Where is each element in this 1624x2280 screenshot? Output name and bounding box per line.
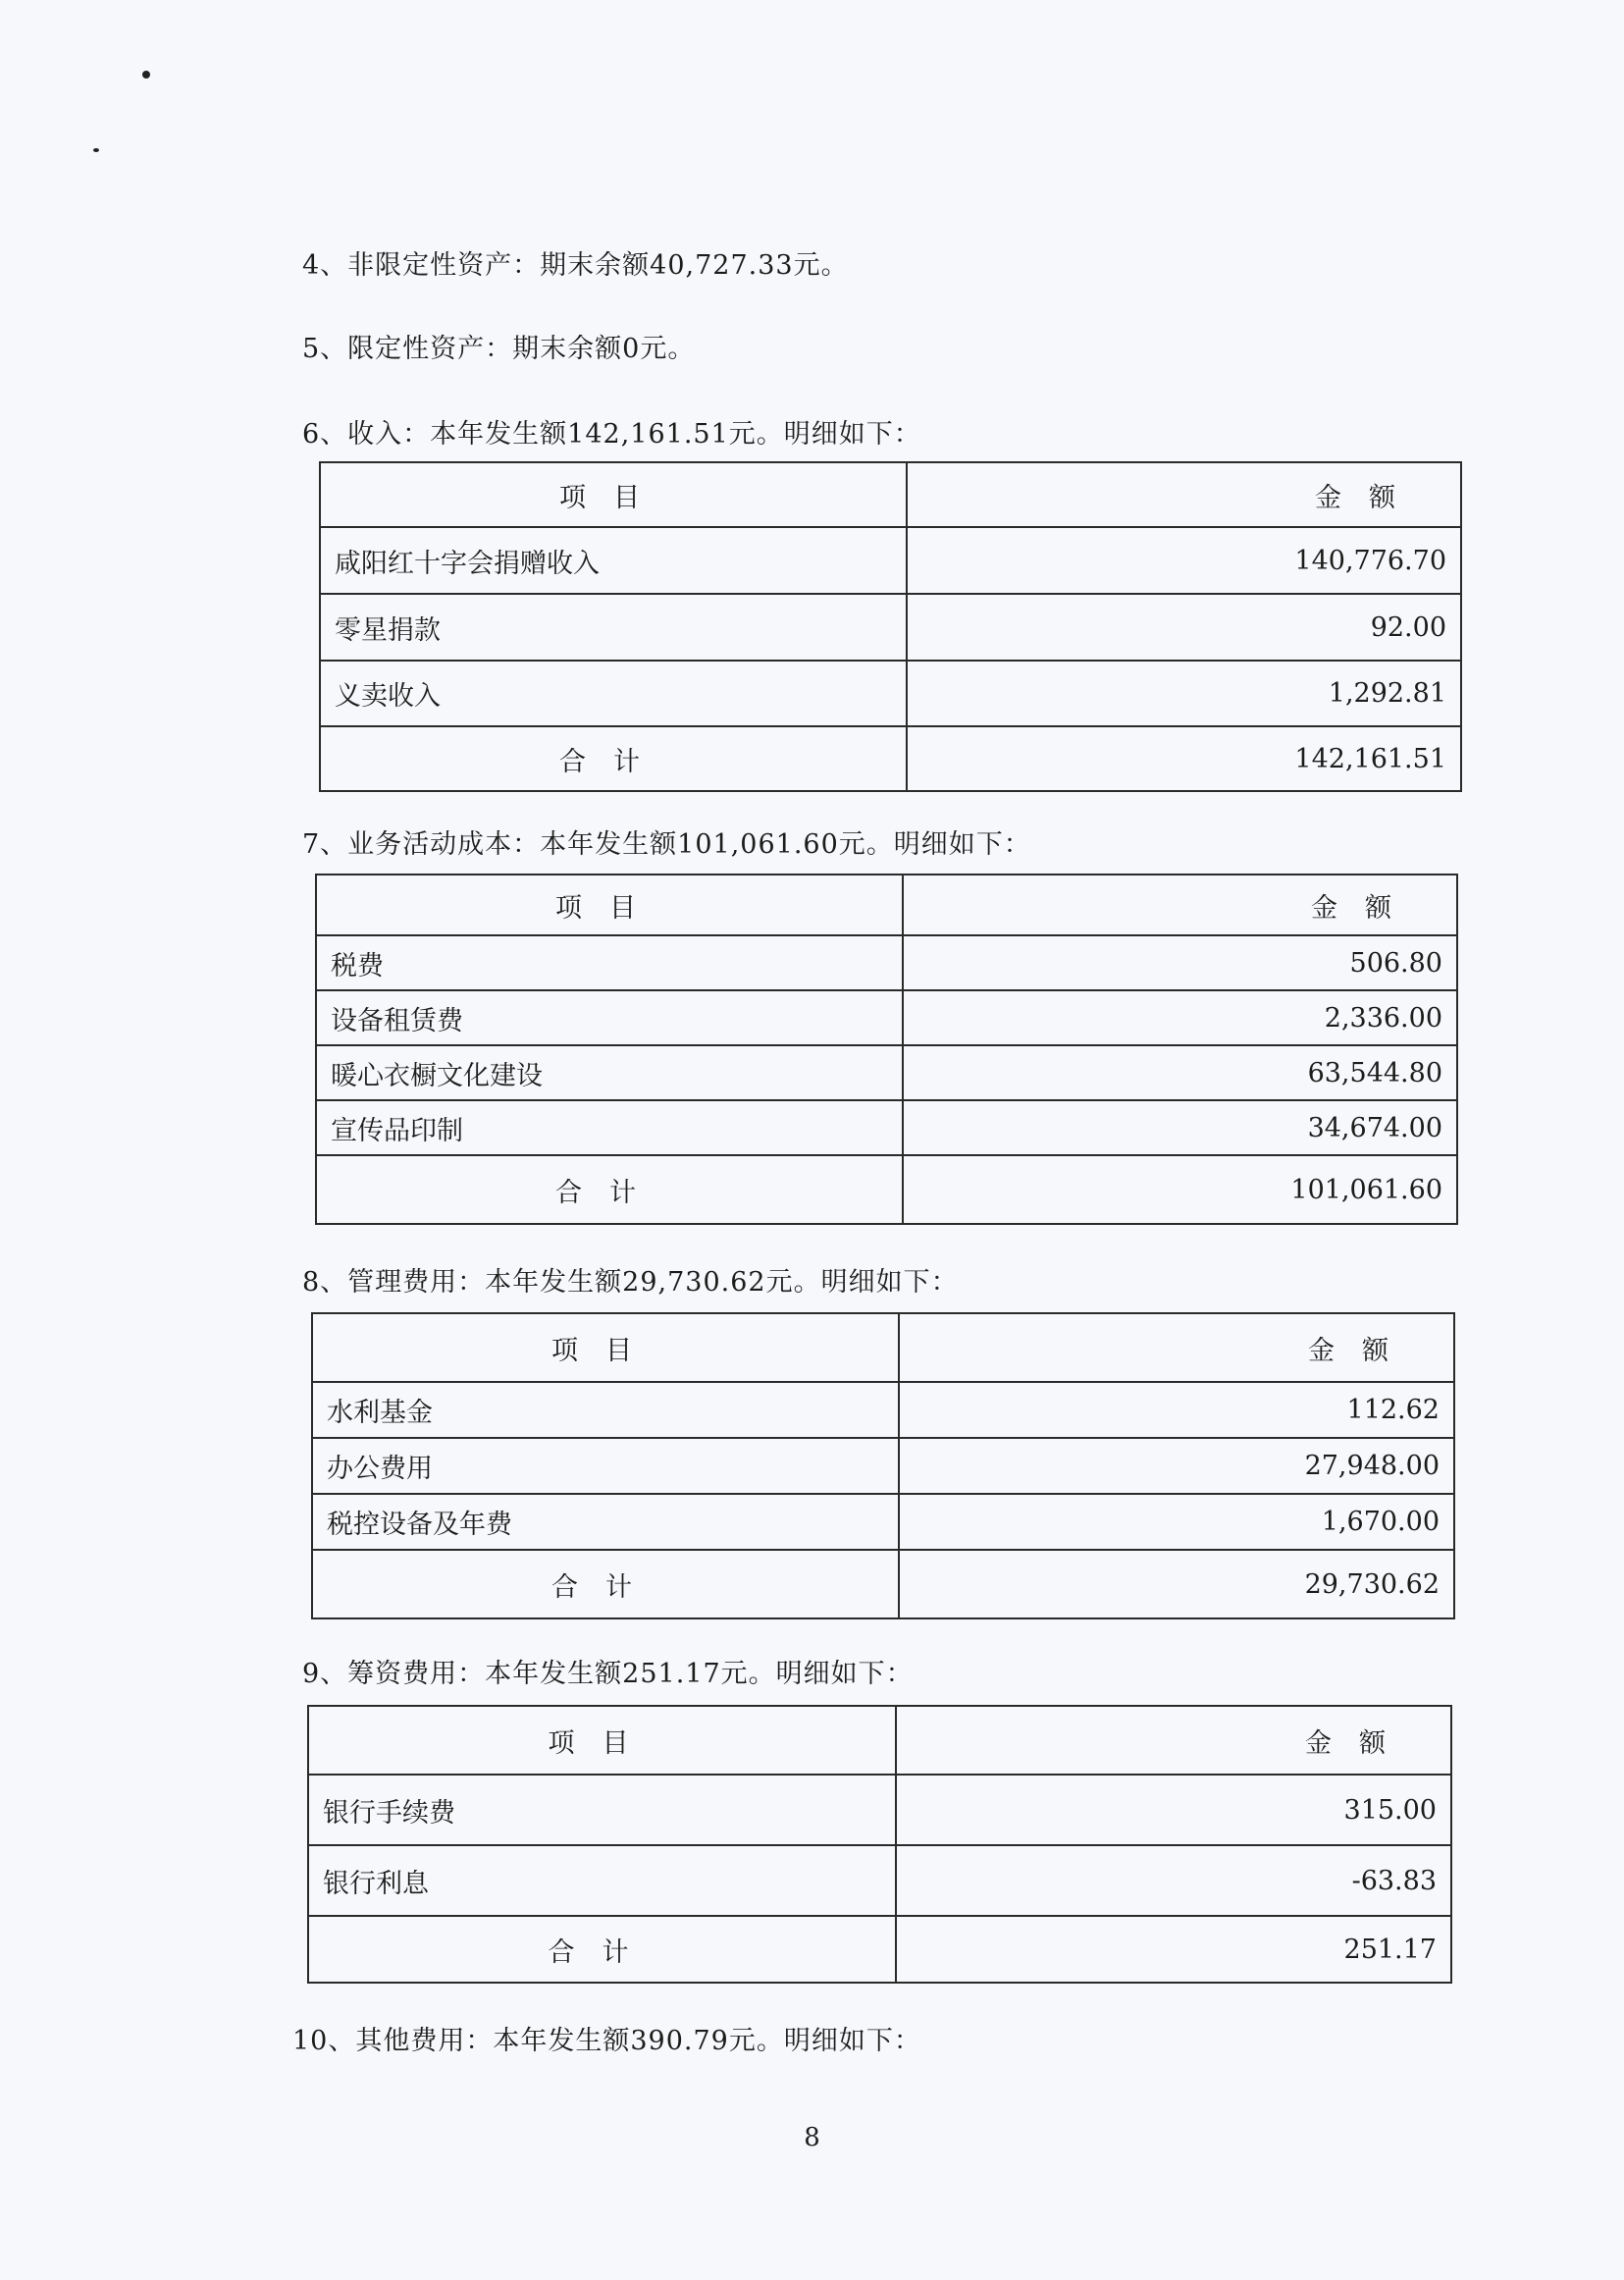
row-label: 设备租赁费	[316, 990, 903, 1045]
item-9-text: 9、筹资费用：本年发生额251.17元。明细如下：	[302, 1659, 914, 1689]
row-label: 水利基金	[312, 1382, 899, 1438]
total-label: 合计	[320, 726, 907, 791]
scan-speck	[93, 148, 99, 152]
row-label: 办公费用	[312, 1438, 899, 1494]
table-row	[320, 527, 1461, 594]
table-row	[316, 1045, 1457, 1100]
item-8-text: 8、管理费用：本年发生额29,730.62元。明细如下：	[302, 1267, 959, 1298]
table-row	[320, 661, 1461, 726]
table-row	[312, 1438, 1454, 1494]
table-row	[316, 1100, 1457, 1155]
table-total-row	[308, 1916, 1451, 1983]
item-5-text: 5、限定性资产：期末余额0元。	[302, 334, 696, 364]
item-7-text: 7、业务活动成本：本年发生额101,061.60元。明细如下：	[302, 829, 1031, 860]
row-amount: 1,292.81	[907, 661, 1461, 726]
table-row	[312, 1382, 1454, 1438]
header-item: 项目	[320, 462, 907, 527]
row-label: 暖心衣橱文化建设	[316, 1045, 903, 1100]
total-label: 合计	[312, 1550, 899, 1618]
row-label: 零星捐款	[320, 594, 907, 661]
header-amount: 金额	[896, 1706, 1451, 1775]
header-amount: 金额	[903, 875, 1457, 935]
total-amount: 101,061.60	[903, 1155, 1457, 1224]
row-label: 税控设备及年费	[312, 1494, 899, 1550]
row-amount: 34,674.00	[903, 1100, 1457, 1155]
row-label: 银行手续费	[308, 1775, 896, 1845]
table-row	[320, 594, 1461, 661]
table-row	[308, 1845, 1451, 1916]
row-label: 义卖收入	[320, 661, 907, 726]
financing-expense-table	[307, 1705, 1452, 1984]
row-amount: 1,670.00	[899, 1494, 1454, 1550]
item-10-text: 10、其他费用：本年发生额390.79元。明细如下：	[292, 2026, 921, 2056]
table-row	[316, 935, 1457, 990]
row-label: 咸阳红十字会捐赠收入	[320, 527, 907, 594]
business-cost-table	[315, 874, 1458, 1225]
total-label: 合计	[316, 1155, 903, 1224]
item-6-text: 6、收入：本年发生额142,161.51元。明细如下：	[302, 419, 921, 450]
page-number: 8	[804, 2123, 820, 2152]
total-amount: 142,161.51	[907, 726, 1461, 791]
header-item: 项目	[316, 875, 903, 935]
row-label: 银行利息	[308, 1845, 896, 1916]
header-item: 项目	[312, 1313, 899, 1382]
total-amount: 251.17	[896, 1916, 1451, 1983]
row-amount: 27,948.00	[899, 1438, 1454, 1494]
row-label: 宣传品印制	[316, 1100, 903, 1155]
table-total-row	[320, 726, 1461, 791]
table-header-row	[316, 875, 1457, 935]
table-row	[316, 990, 1457, 1045]
total-label: 合计	[308, 1916, 896, 1983]
row-label: 税费	[316, 935, 903, 990]
header-amount: 金额	[907, 462, 1461, 527]
row-amount: 506.80	[903, 935, 1457, 990]
table-header-row	[308, 1706, 1451, 1775]
row-amount: 140,776.70	[907, 527, 1461, 594]
row-amount: -63.83	[896, 1845, 1451, 1916]
row-amount: 92.00	[907, 594, 1461, 661]
total-amount: 29,730.62	[899, 1550, 1454, 1618]
table-row	[308, 1775, 1451, 1845]
header-amount: 金额	[899, 1313, 1454, 1382]
row-amount: 112.62	[899, 1382, 1454, 1438]
row-amount: 315.00	[896, 1775, 1451, 1845]
management-expense-table	[311, 1312, 1455, 1619]
scan-speck	[142, 71, 150, 79]
table-total-row	[316, 1155, 1457, 1224]
row-amount: 2,336.00	[903, 990, 1457, 1045]
header-item: 项目	[308, 1706, 896, 1775]
item-4-text: 4、非限定性资产：期末余额40,727.33元。	[302, 250, 849, 281]
income-table	[319, 461, 1462, 792]
table-header-row	[320, 462, 1461, 527]
table-row	[312, 1494, 1454, 1550]
table-total-row	[312, 1550, 1454, 1618]
table-header-row	[312, 1313, 1454, 1382]
row-amount: 63,544.80	[903, 1045, 1457, 1100]
